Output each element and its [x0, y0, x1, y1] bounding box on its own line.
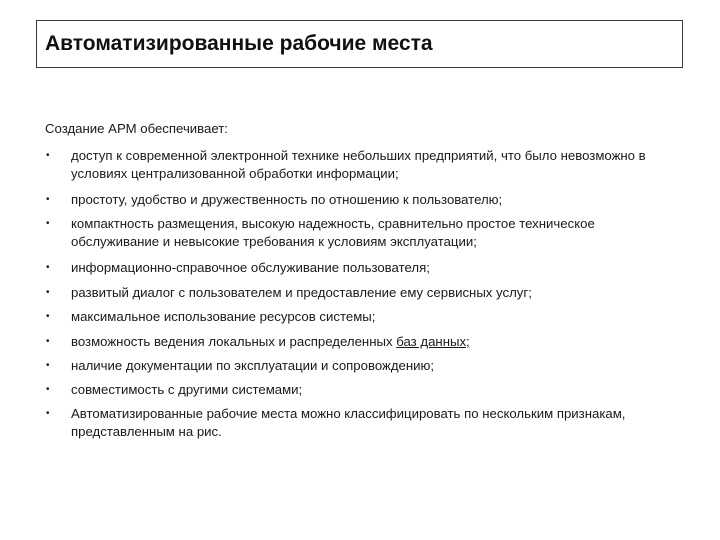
slide-title: Автоматизированные рабочие места [45, 32, 433, 55]
list-item [45, 308, 685, 326]
intro-text: Создание АРМ обеспечивает: [45, 121, 228, 136]
list-item [45, 405, 685, 441]
bullet-list [45, 147, 685, 441]
bullet-icon: • [46, 408, 50, 419]
title-box [36, 20, 683, 68]
list-item [45, 147, 685, 183]
bullet-icon: • [46, 336, 50, 347]
list-item-text: совместимость с другими системами; [71, 382, 303, 397]
bullet-icon: • [46, 262, 50, 273]
list-item-text: информационно-справочное обслуживание пользователя; [71, 260, 430, 275]
bullet-icon: • [46, 311, 50, 322]
bullet-icon: • [46, 287, 50, 298]
bullet-icon: • [46, 384, 50, 395]
list-item [45, 259, 685, 277]
databases-link[interactable]: баз данных; [396, 334, 470, 349]
list-item-text: максимальное использование ресурсов системы; [71, 309, 376, 324]
list-item [45, 333, 685, 351]
list-item-text: простоту, удобство и дружественность по отношению к пользователю; [71, 192, 503, 207]
slide-content [45, 120, 685, 441]
list-item [45, 381, 685, 399]
list-item [45, 284, 685, 302]
bullet-icon: • [46, 150, 50, 161]
list-item-text: наличие документации по эксплуатации и сопровождению; [71, 358, 435, 373]
list-item-text: развитый диалог с пользователем и предоставление ему сервисных услуг; [71, 285, 532, 300]
list-item [45, 191, 685, 209]
list-item-text: доступ к современной электронной технике небольших предприятий, что было невозможно в условиях централизованной обработки информации; [71, 148, 646, 181]
bullet-icon: • [46, 194, 50, 205]
list-item-text: возможность ведения локальных и распределенных [71, 334, 397, 349]
bullet-icon: • [46, 218, 50, 229]
list-item-text: Автоматизированные рабочие места можно классифицировать по нескольким признакам, представленным на рис. [71, 406, 626, 439]
list-item [45, 215, 685, 251]
list-item-text: компактность размещения, высокую надежность, сравнительно простое техническое обслуживание и невысокие требования к условиям эксплуатации; [71, 216, 595, 249]
list-item [45, 357, 685, 375]
bullet-icon: • [46, 360, 50, 371]
